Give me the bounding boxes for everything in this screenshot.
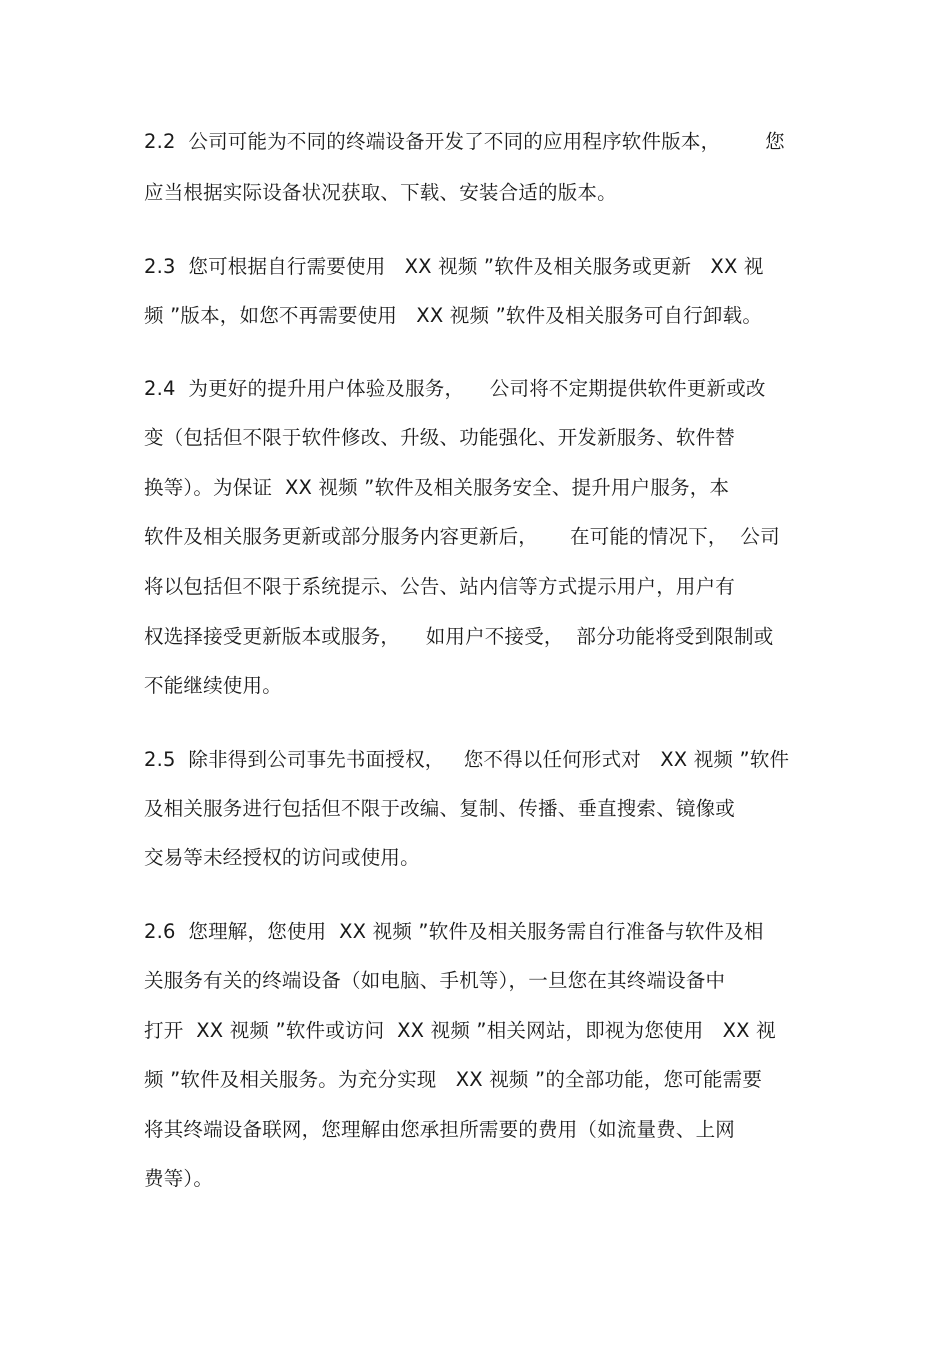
text-line: 将以包括但不限于系统提示、公告、站内信等方式提示用户，用户有 <box>144 575 736 598</box>
text-line: 关服务有关的终端设备（如电脑、手机等），一旦您在其终端设备中 <box>144 969 726 992</box>
text-line: 频 ”软件及相关服务。为充分实现 XX 视频 ”的全部功能，您可能需要 <box>144 1068 763 1091</box>
text-line: 2.6 您理解，您使用 XX 视频 ”软件及相关服务需自行准备与软件及相 <box>144 920 764 943</box>
text-line: 应当根据实际设备状况获取、下载、安装合适的版本。 <box>144 181 617 204</box>
text-line: 打开 XX 视频 ”软件或访问 XX 视频 ”相关网站，即视为您使用 XX 视 <box>144 1019 776 1042</box>
text-line: 交易等未经授权的访问或使用。 <box>144 846 420 869</box>
text-line: 2.4 为更好的提升用户体验及服务， 公司将不定期提供软件更新或改 <box>144 377 766 400</box>
text-line: 权选择接受更新版本或服务， 如用户不接受， 部分功能将受到限制或 <box>144 625 774 648</box>
text-line: 2.5 除非得到公司事先书面授权， 您不得以任何形式对 XX 视频 ”软件 <box>144 748 790 771</box>
text-line: 不能继续使用。 <box>144 674 282 697</box>
text-line: 频 ”版本，如您不再需要使用 XX 视频 ”软件及相关服务可自行卸载。 <box>144 304 763 327</box>
text-line: 变（包括但不限于软件修改、升级、功能强化、开发新服务、软件替 <box>144 426 736 449</box>
text-line: 费等）。 <box>144 1167 214 1190</box>
text-line: 换等）。为保证 XX 视频 ”软件及相关服务安全、提升用户服务，本 <box>144 476 730 499</box>
text-line: 及相关服务进行包括但不限于改编、复制、传播、垂直搜索、镜像或 <box>144 797 736 820</box>
text-line: 软件及相关服务更新或部分服务内容更新后， 在可能的情况下， 公司 <box>144 525 780 548</box>
text-line: 将其终端设备联网，您理解由您承担所需要的费用（如流量费、上网 <box>144 1118 736 1141</box>
text-line: 2.3 您可根据自行需要使用 XX 视频 ”软件及相关服务或更新 XX 视 <box>144 255 764 278</box>
text-line: 2.2 公司可能为不同的终端设备开发了不同的应用程序软件版本， 您 <box>144 130 785 153</box>
